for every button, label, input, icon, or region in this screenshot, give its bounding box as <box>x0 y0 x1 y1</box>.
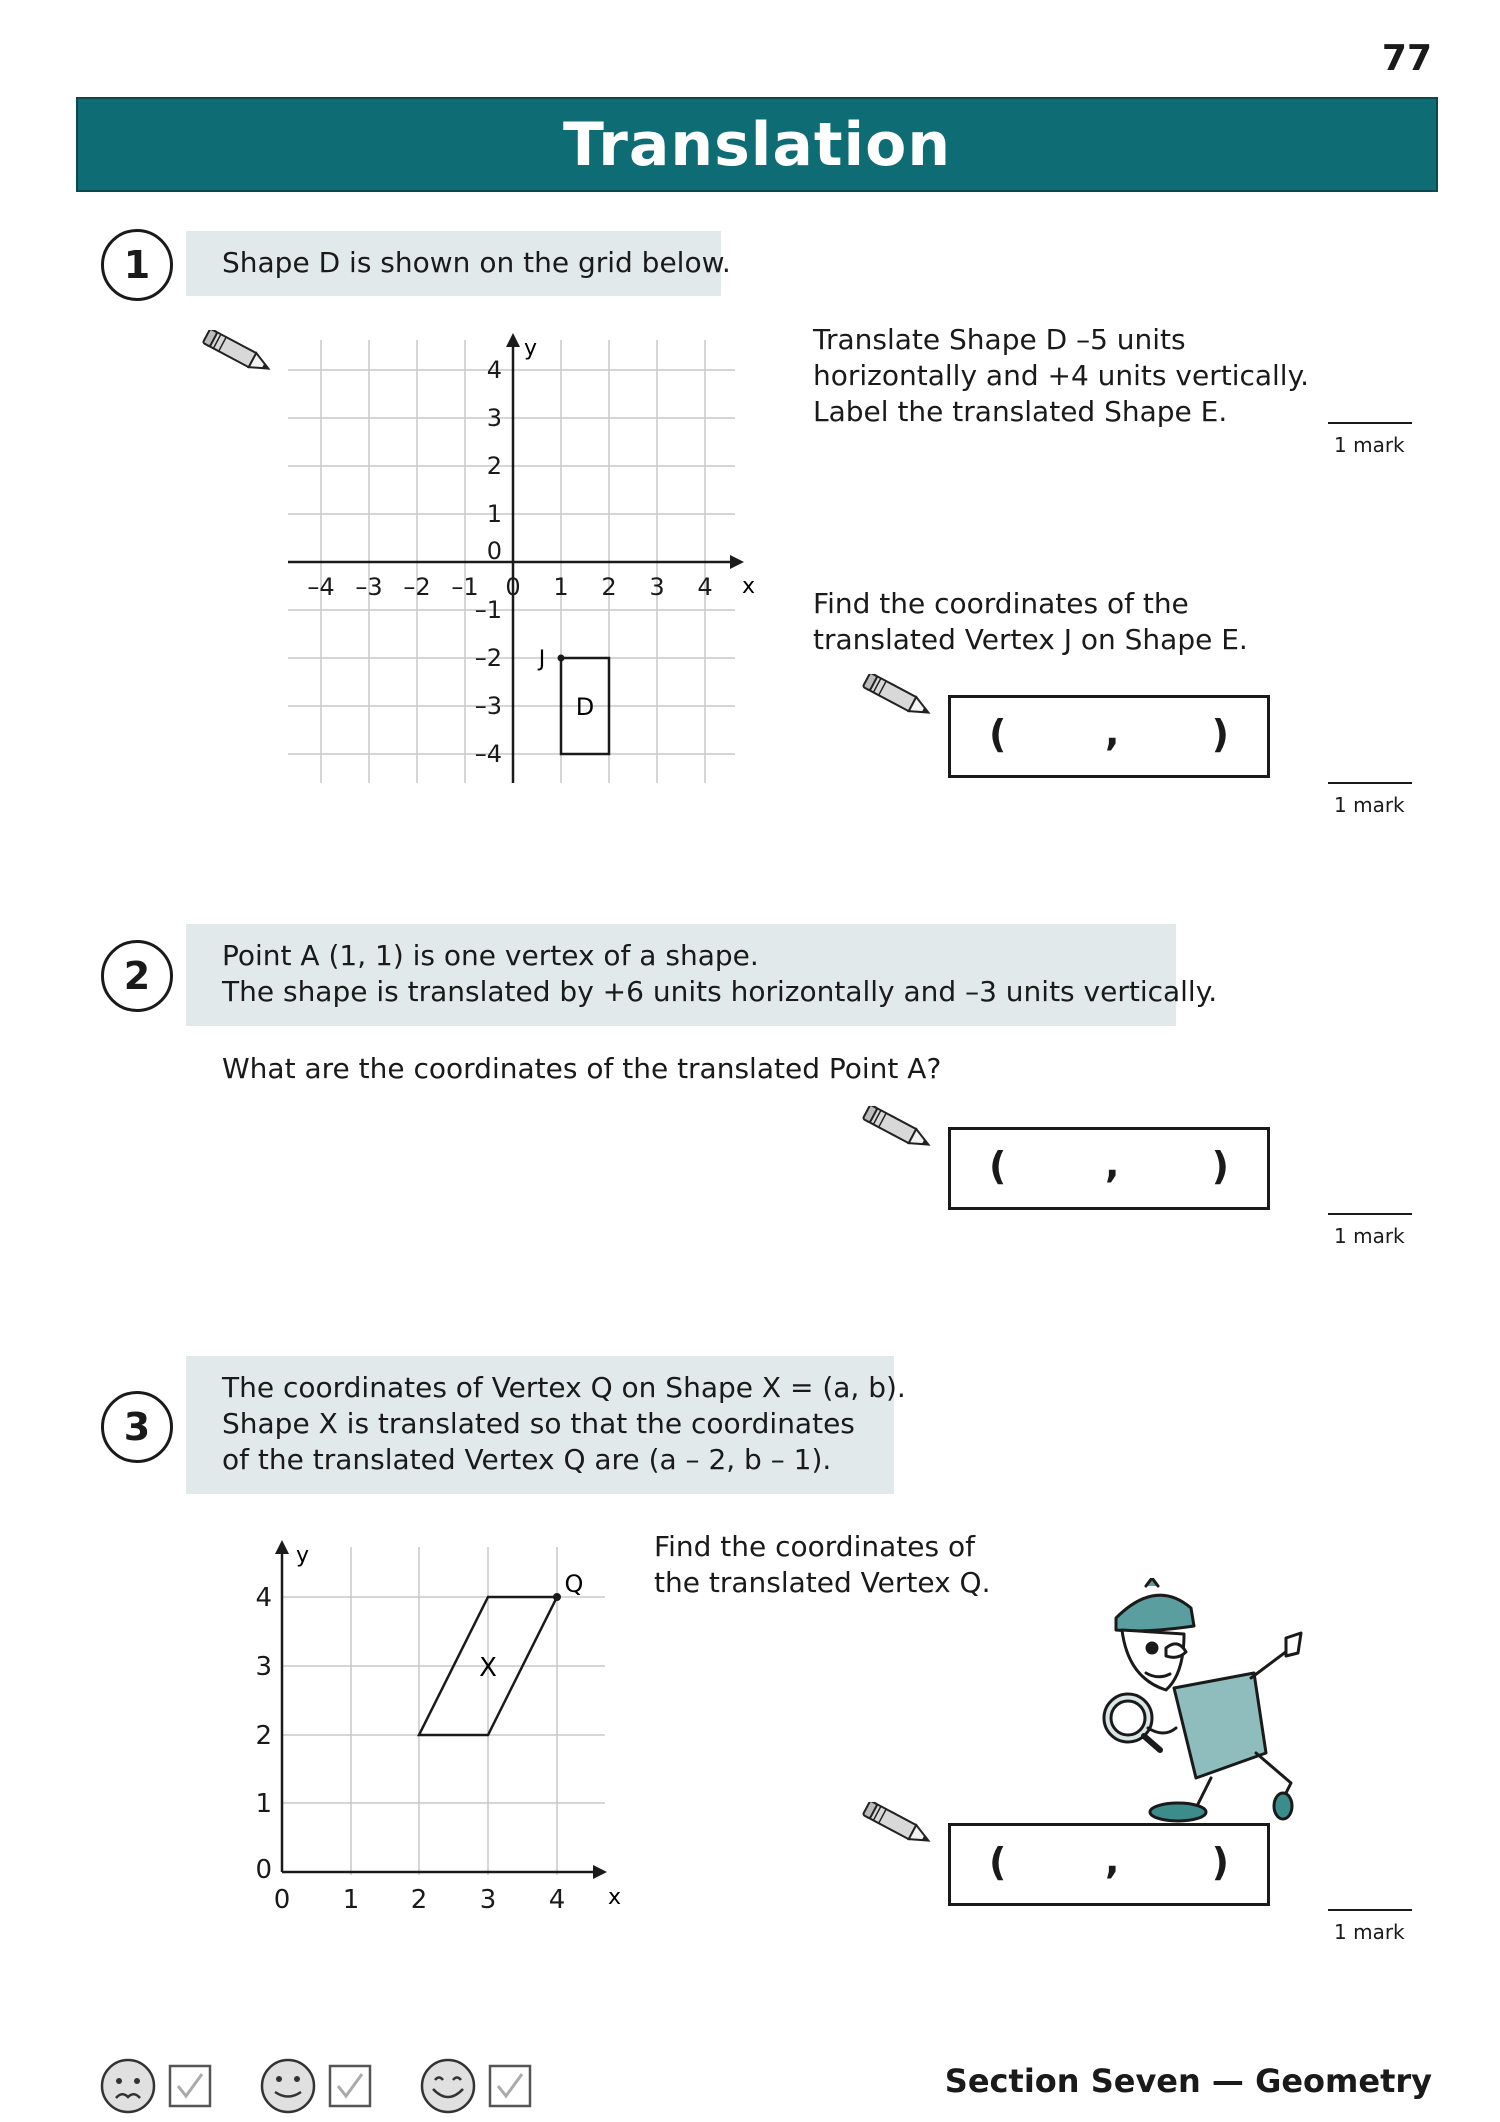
mark-label: 1 mark <box>1334 433 1405 457</box>
q3-question-line: Find the coordinates of <box>654 1530 975 1563</box>
pencil-icon <box>200 330 282 378</box>
answer-comma: , <box>1105 1142 1120 1186</box>
q1-x-tick: –4 <box>307 573 335 601</box>
q1-x-label: x <box>742 574 756 599</box>
page-title: Translation <box>562 109 952 180</box>
mark-label: 1 mark <box>1334 1920 1405 1944</box>
q3-vertex-q <box>553 1593 561 1601</box>
checkbox-icon[interactable] <box>328 2064 372 2108</box>
pencil-icon <box>860 1802 942 1850</box>
q1-x-axis-arrow <box>730 555 744 569</box>
question-2-answer-box[interactable] <box>948 1127 1270 1210</box>
q3-x-tick: 4 <box>548 1885 566 1915</box>
q1-x-tick: 4 <box>697 573 713 601</box>
q3-y-tick: 2 <box>255 1721 272 1751</box>
q3-vertex-q-label: Q <box>564 1570 584 1598</box>
question-1-part-a <box>813 322 1309 430</box>
question-3-graph <box>240 1532 630 1927</box>
q1-shape-d-label: D <box>575 693 595 721</box>
question-3-text <box>654 1529 991 1601</box>
question-2-prompt-box <box>186 924 1218 1026</box>
title-bar <box>76 97 1438 192</box>
question-2-text: What are the coordinates of the translated Point A? <box>222 1052 942 1085</box>
q1-x-tick: –1 <box>451 573 479 601</box>
q3-y-tick: 3 <box>255 1652 272 1682</box>
q1-x-tick: 1 <box>553 573 569 601</box>
q1-x-tick: –2 <box>403 573 431 601</box>
q1-y-tick: –1 <box>474 596 502 624</box>
answer-open-paren: ( <box>989 1840 1007 1884</box>
q1-y-tick: 2 <box>486 452 502 480</box>
question-3-prompt-box <box>186 1356 906 1494</box>
q3-question-line: the translated Vertex Q. <box>654 1566 991 1599</box>
question-3-number: 3 <box>101 1391 173 1463</box>
answer-open-paren: ( <box>989 1144 1007 1188</box>
mark-line <box>1328 1213 1412 1215</box>
question-1-answer-box[interactable] <box>948 695 1270 778</box>
q1-x-tick: 2 <box>601 573 617 601</box>
question-2-number: 2 <box>101 940 173 1012</box>
q3-y-axis-arrow <box>275 1540 289 1554</box>
answer-open-paren: ( <box>989 712 1007 756</box>
q3-x-tick: 0 <box>273 1885 291 1915</box>
q3-x-tick: 2 <box>410 1885 428 1915</box>
mark-line <box>1328 422 1412 424</box>
q1-part-a-line: Label the translated Shape E. <box>813 395 1228 428</box>
q3-x-tick: 3 <box>479 1885 497 1915</box>
q1-part-b-line: translated Vertex J on Shape E. <box>813 623 1248 656</box>
q3-y-tick: 4 <box>255 1583 272 1613</box>
q1-y-tick: 4 <box>486 356 502 384</box>
mark-line <box>1328 1909 1412 1911</box>
mark-label: 1 mark <box>1334 793 1405 817</box>
answer-close-paren: ) <box>1211 712 1229 756</box>
q1-y-label: y <box>524 336 538 361</box>
q1-part-a-line: horizontally and +4 units vertically. <box>813 359 1310 392</box>
q1-y-tick: 1 <box>486 500 502 528</box>
answer-close-paren: ) <box>1211 1840 1229 1884</box>
q1-vertex-j-label: J <box>538 647 546 672</box>
q1-y-tick: –4 <box>474 740 502 768</box>
q3-x-tick: 1 <box>342 1885 360 1915</box>
page-number: 77 <box>1381 38 1432 79</box>
q1-y-tick: –3 <box>474 692 502 720</box>
footer-section-title: Section Seven — Geometry <box>944 2062 1432 2100</box>
q1-y-tick: 3 <box>486 404 502 432</box>
q1-x-tick: –3 <box>355 573 383 601</box>
q3-x-label: x <box>608 1885 622 1910</box>
answer-close-paren: ) <box>1211 1144 1229 1188</box>
q1-y-axis-arrow <box>506 333 520 347</box>
checkbox-icon[interactable] <box>168 2064 212 2108</box>
q1-x-tick: 0 <box>505 573 521 601</box>
q3-y-tick: 1 <box>255 1789 272 1819</box>
q1-part-b-line: Find the coordinates of the <box>813 587 1189 620</box>
question-1-number: 1 <box>101 229 173 301</box>
question-1-graph <box>280 325 760 790</box>
q3-y-label: y <box>296 1543 310 1568</box>
detective-illustration <box>1086 1578 1326 1823</box>
question-1-prompt-box <box>186 231 731 296</box>
q1-part-a-line: Translate Shape D –5 units <box>813 323 1186 356</box>
q1-x-tick: 3 <box>649 573 665 601</box>
q3-shape-x-label: X <box>479 1653 497 1683</box>
q3-prompt-line: of the translated Vertex Q are (a – 2, b – 1). <box>222 1443 832 1476</box>
question-1-part-b <box>813 586 1248 658</box>
q3-x-axis-arrow <box>593 1865 607 1879</box>
checkbox-icon[interactable] <box>488 2064 532 2108</box>
q1-vertex-j <box>558 655 565 662</box>
neutral-face-icon[interactable] <box>258 2057 318 2115</box>
question-1-prompt-line: Shape D is shown on the grid below. <box>222 246 731 279</box>
pencil-icon <box>860 674 942 722</box>
q3-prompt-line: Shape X is translated so that the coordinates <box>222 1407 855 1440</box>
question-3-answer-box[interactable] <box>948 1823 1270 1906</box>
q1-y-tick: 0 <box>486 537 502 565</box>
happy-face-icon[interactable] <box>418 2057 478 2115</box>
pencil-icon <box>860 1106 942 1154</box>
sad-face-icon[interactable] <box>98 2057 158 2115</box>
q3-prompt-line: The coordinates of Vertex Q on Shape X = (a, b). <box>222 1371 906 1404</box>
answer-comma: , <box>1105 710 1120 754</box>
answer-comma: , <box>1105 1838 1120 1882</box>
mark-line <box>1328 782 1412 784</box>
q2-prompt-line: Point A (1, 1) is one vertex of a shape. <box>222 939 759 972</box>
mark-label: 1 mark <box>1334 1224 1405 1248</box>
q2-prompt-line: The shape is translated by +6 units horizontally and –3 units vertically. <box>222 975 1218 1008</box>
q3-y-tick: 0 <box>255 1855 272 1885</box>
q1-y-tick: –2 <box>474 644 502 672</box>
